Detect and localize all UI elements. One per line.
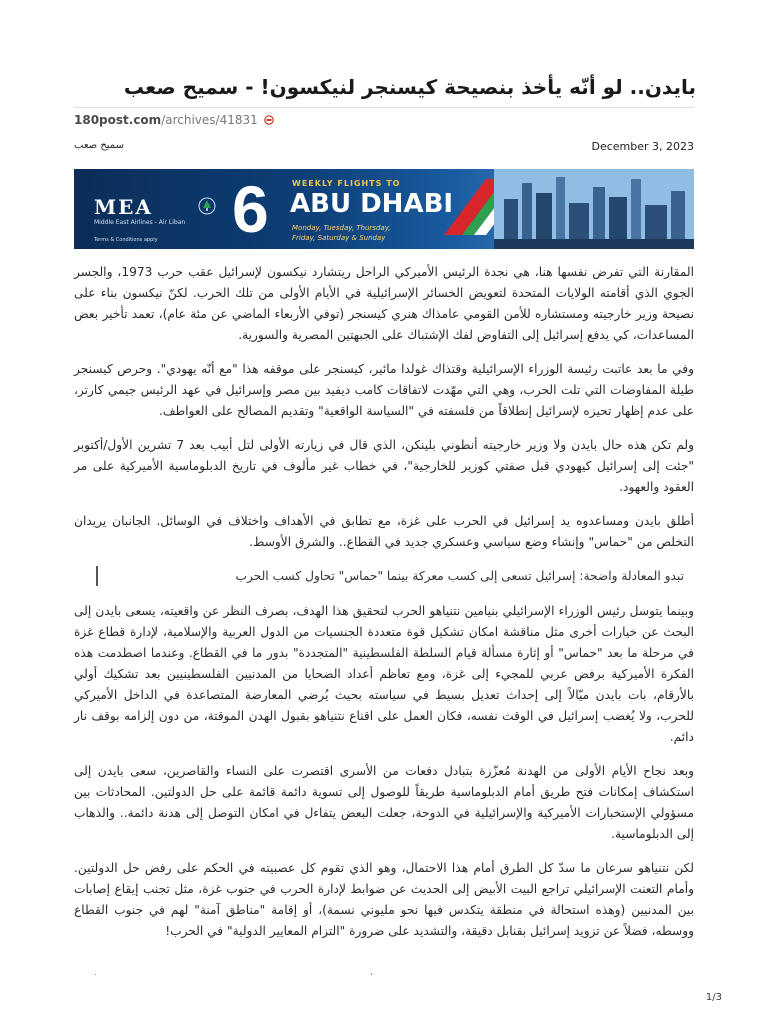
pull-quote-bar xyxy=(96,566,98,586)
article-paragraph-2: وفي ما بعد عاتبت رئيسة الوزراء الإسرائيلية وقتذاك غولدا مائير، كيسنجر على موقفه هذا "مع أنّه يهودي". وحرص كيسنجر طيلة المفاوضات التي تلت الحرب، وهي التي مهّدت لاتفاقات كامب ديفيد بين مصر وإسرائيل في عهد الرئيس جيمي كارتر، على عدم إظهار تحيزه لإسرائيل إنطلاقاً من فلسفته في "السياسة الواقعية" وتقديم المصالح على العواطف. xyxy=(74,362,694,418)
stray-mark: ، xyxy=(370,968,373,977)
source-path[interactable]: /archives/41831 xyxy=(161,113,258,127)
cedar-icon xyxy=(198,197,216,215)
article-paragraph-1: المقارنة التي تفرض نفسها هنا، هي نجدة الرئيس الأميركي الراحل ريتشارد نيكسون لإسرائيل عقب حرب 1973، والجسر الجوي الذي أقامته الولايات المتحدة لتعويض الخسائر الإسرائيلية في الأيام الأولى من تلك الحرب. لكنّ نيكسون بناء على نصيحة وزير خارجيته ومستشاره للأمن القومي عامذاك هنري كيسنجر (توفي الأربعاء الماضي عن مئة عام)، تعمد تأخير بعض المساعدات، كي يدفع إسرائيل إلى التفاوض لفك الإشتباك على الجبهتين المصرية والسورية. xyxy=(74,265,694,342)
article-paragraph-7: لكن نتنياهو سرعان ما سدّ كل الطرق أمام هذا الاحتمال، وهو الذي تقوم كل عصبيته في الحكم على رفض حل الدولتين. وأمام التعنت الإسرائيلي تراجع البيت الأبيض إلى الحديث عن ضوابط لإدارة الحرب في جنوب غزة، مثل تجنب إيقاع إصابات بين المدنيين (وهذه استحالة في منطقة يتكدس فيها نحو مليوني نسمة)، أو إقامة "مناطق آمنة" لهم في جنوب القطاع ووسطه، فضلاً عن تزويد إسرائيل بقنابل دقيقة، والتشديد على ضرورة "التزام المعايير الدولية" في الحرب! xyxy=(74,861,694,938)
ad-banner[interactable] xyxy=(74,169,694,249)
publish-date: December 3, 2023 xyxy=(591,140,694,153)
article-body xyxy=(74,262,694,955)
city-skyline-image xyxy=(494,169,694,249)
stray-mark: . xyxy=(94,968,97,977)
article-paragraph-3: ولم تكن هذه حال بايدن ولا وزير خارجيته أنطوني بلينكن، الذي قال في زيارته الأولى لتل أبيب بعد 7 تشرين الأول/أكتوبر "جئت إلى إسرائيل كيهودي قبل صفتي كوزير للخارجية"، في خطاب غير مألوف في تاريخ الدبلوماسية الأميركية على مر العقود والعهود. xyxy=(74,438,694,494)
airline-subtitle: Middle East Airlines - Air Liban xyxy=(94,219,186,226)
title-divider xyxy=(74,107,694,108)
banner-tagline: WEEKLY FLIGHTS TO xyxy=(292,179,401,188)
author-name: سميح صعب xyxy=(74,140,124,151)
source-host[interactable]: 180post.com xyxy=(74,113,162,127)
terms-note: Terms & Conditions apply xyxy=(94,237,158,243)
source-url[interactable] xyxy=(74,113,276,127)
pull-quote-text: تبدو المعادلة واضحة: إسرائيل تسعى إلى كسب معركة بينما "حماس" تحاول كسب الحرب xyxy=(235,569,684,583)
pull-quote xyxy=(74,566,694,587)
banner-days: Monday, Tuesday, Thursday, Friday, Saturday & Sunday xyxy=(292,224,391,242)
article-paragraph-4: أطلق بايدن ومساعدوه يد إسرائيل في الحرب على غزة، مع تطابق في الأهداف واختلاف في الوسائل. الجانبان يريدان التخلص من "حماس" وإنشاء وضع سياسي وعسكري جديد في القطاع.. والشرق الأوسط. xyxy=(74,514,694,549)
page-number: 1/3 xyxy=(705,992,722,1003)
meta-line xyxy=(74,140,694,156)
article-paragraph-5: وبينما يتوسل رئيس الوزراء الإسرائيلي بنيامين نتنياهو الحرب لتحقيق هذا الهدف، بصرف النظر عن واقعيته، يسعى بايدن إلى البحث عن خيارات أخرى مثل مناقشة امكان تشكيل قوة متعددة الجنسيات من الدول العربية والإسلامية، لإدارة قطاع غزة في مرحلة ما بعد "حماس" أو إثارة مسألة قيام السلطة الفلسطينية "المتجددة" بدور ما في القطاع. وعندما اصطدمت هذه الفكرة الأميركية برفض عربي للمجيء إلى غزة، ومع تعاظم أعداد الضحايا من المدنيين الفلسطينيين بعد تشكيك أولي بالأرقام، بات بايدن ميّالاً إلى إحداث تعديل بسيط في سياسته بحيث يُرضي المعارضة المتصاعدة في الداخل الأميركي للحرب، ولا يُغضب إسرائيل في الوقت نفسه، فكان العمل على اقناع نتنياهو بقبول الهدن الموقتة، من دون إلزامه بوقف نار دائم. xyxy=(74,604,694,744)
airline-logo-text: MEA xyxy=(94,195,153,219)
flight-count: 6 xyxy=(232,172,269,246)
banner-destination: ABU DHABI xyxy=(290,189,454,219)
site-favicon-icon xyxy=(262,115,276,125)
article-title: بايدن.. لو أنّه يأخذ بنصيحة كيسنجر لنيكسون! - سميح صعب xyxy=(123,75,696,99)
airline-logo xyxy=(82,179,222,243)
article-paragraph-6: وبعد نجاح الأيام الأولى من الهدنة مُعزّزة بتبادل دفعات من الأسرى اقتصرت على النساء والقاصرين، سعى بايدن إلى استكشاف إمكانات فتح طريق أمام الدبلوماسية طريقاً للوصول إلى تسوية دائمة قائمة على حل الدولتين. المحادثات بين مسؤولي الإستخبارات الأميركية والإسرائيلية في الدوحة، جعلت البعض يتفاءل في امكان التوصل إلى هدنة دائمة.. والذهاب إلى الدبلوماسية. xyxy=(74,764,694,841)
